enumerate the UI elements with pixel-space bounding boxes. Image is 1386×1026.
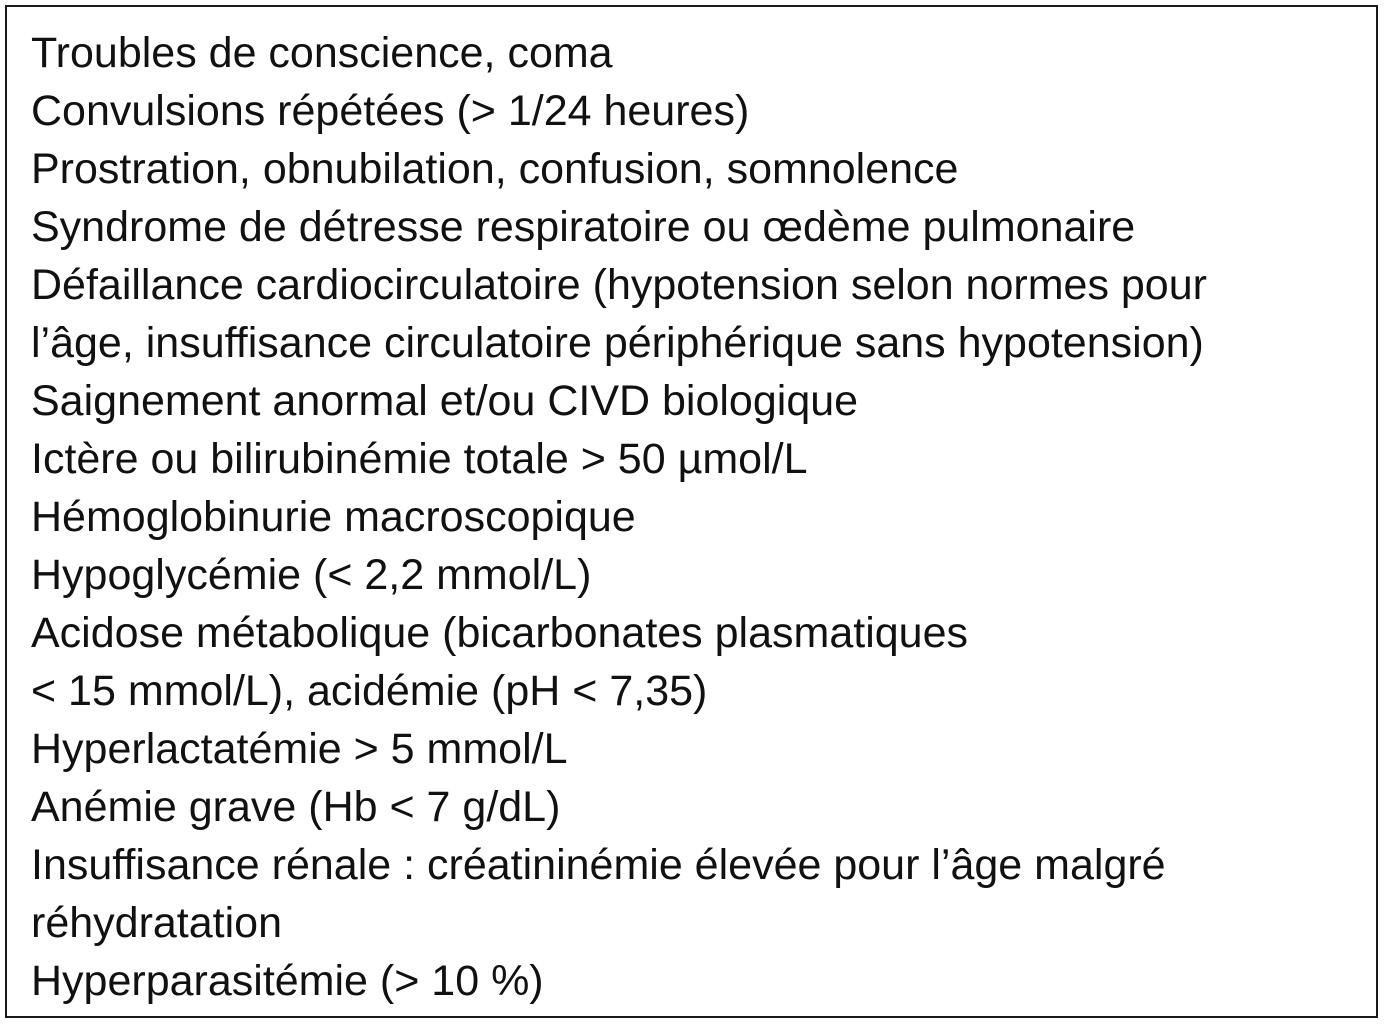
criteria-line: < 15 mmol/L), acidémie (pH < 7,35) <box>31 667 708 715</box>
criteria-line: Hémoglobinurie macroscopique <box>31 493 636 541</box>
criteria-line: Syndrome de détresse respiratoire ou œdème pulmonaire <box>31 203 1136 251</box>
criteria-list <box>31 24 1371 1010</box>
criteria-line: Acidose métabolique (bicarbonates plasmatiques <box>31 609 968 657</box>
criteria-line: Anémie grave (Hb < 7 g/dL) <box>31 783 561 831</box>
criteria-line: Troubles de conscience, coma <box>31 29 613 77</box>
criteria-line: Hyperlactatémie > 5 mmol/L <box>31 725 568 773</box>
criteria-box <box>5 5 1378 1018</box>
criteria-line: Prostration, obnubilation, confusion, somnolence <box>31 145 959 193</box>
criteria-line: Défaillance cardiocirculatoire (hypotension selon normes pour <box>31 261 1207 309</box>
criteria-line: Hyperparasitémie (> 10 %) <box>31 957 544 1005</box>
criteria-line: Ictère ou bilirubinémie totale > 50 µmol/L <box>31 435 808 483</box>
criteria-line: Convulsions répétées (> 1/24 heures) <box>31 87 750 135</box>
criteria-line: Hypoglycémie (< 2,2 mmol/L) <box>31 551 592 599</box>
criteria-line: réhydratation <box>31 899 282 947</box>
criteria-line: Insuffisance rénale : créatininémie élevée pour l’âge malgré <box>31 841 1166 889</box>
criteria-line: l’âge, insuffisance circulatoire périphérique sans hypotension) <box>31 319 1204 367</box>
criteria-line: Saignement anormal et/ou CIVD biologique <box>31 377 859 425</box>
